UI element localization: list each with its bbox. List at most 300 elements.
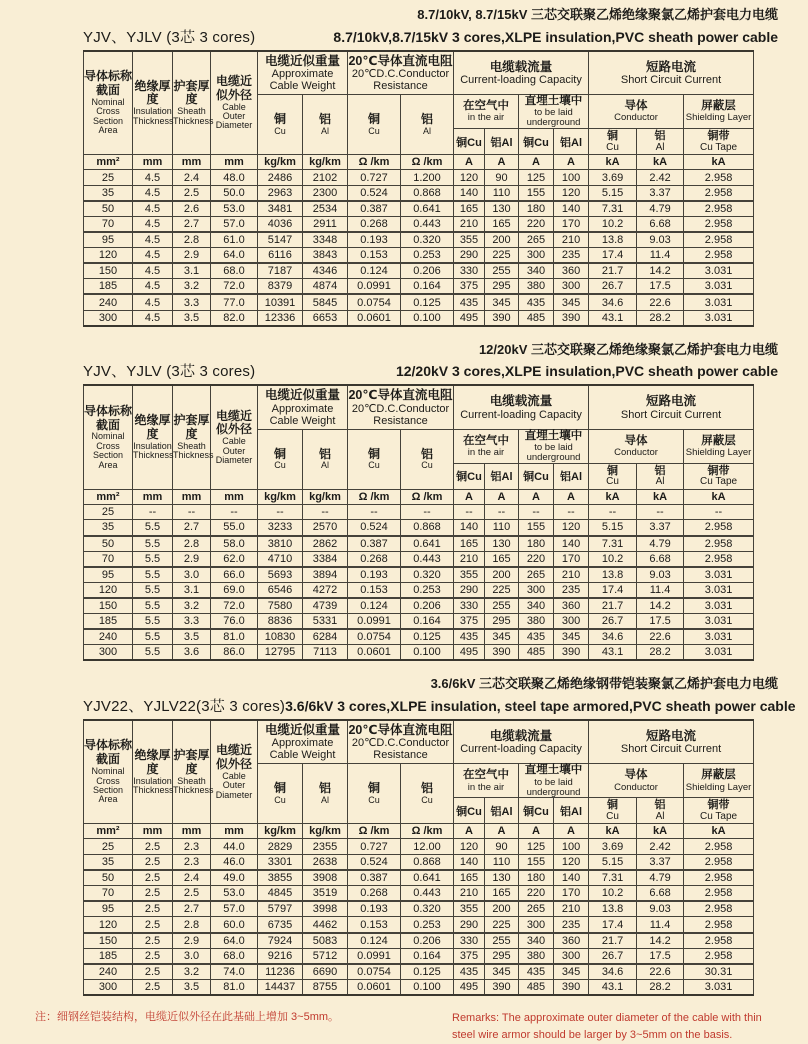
spec-cell: 0.206: [401, 933, 454, 949]
label-en: Al: [320, 125, 329, 136]
spec-row: [84, 598, 754, 614]
spec-cell: 30.31: [684, 964, 754, 980]
spec-cell: 180: [519, 870, 554, 886]
label-en: Shielding Layer: [685, 446, 752, 458]
header-row-units: [84, 489, 754, 504]
spec-cell: 225: [485, 917, 519, 933]
unit-cell: kA: [684, 824, 754, 839]
spec-cell: 0.320: [401, 901, 454, 917]
spec-cell: 35: [84, 185, 133, 201]
label-cn: 铜: [367, 781, 380, 796]
spec-cell: 0.320: [401, 567, 454, 583]
spec-cell: 210: [554, 232, 589, 248]
spec-cell: 6690: [303, 964, 348, 980]
spec-cell: 100: [554, 170, 589, 186]
spec-cell: --: [348, 504, 401, 520]
label-cn: 电缆近似重量: [264, 722, 340, 737]
header-diameter: [211, 720, 258, 824]
label-en: Cu Tape: [700, 141, 738, 153]
spec-cell: 210: [454, 886, 485, 902]
label-en: Al: [320, 460, 329, 471]
spec-cell: 290: [454, 917, 485, 933]
label-cn: 直埋土壤中: [524, 95, 583, 108]
unit-cell: mm²: [84, 824, 133, 839]
header-short-circuit-sub: [589, 129, 637, 155]
spec-cell: 86.0: [211, 645, 258, 661]
spec-cell: 0.124: [348, 598, 401, 614]
unit-cell: Ω /km: [401, 489, 454, 504]
spec-cell: --: [485, 504, 519, 520]
spec-cell: 2.5: [173, 886, 211, 902]
spec-cell: 2862: [303, 536, 348, 552]
header-weight-al: [303, 764, 348, 824]
header-capacity-sub: 铜Cu: [454, 463, 485, 489]
spec-cell: 0.0991: [348, 948, 401, 964]
spec-cell: 72.0: [211, 598, 258, 614]
label-en: Cu Tape: [700, 811, 738, 823]
header-resistance-cu: [348, 95, 401, 155]
spec-cell: 120: [554, 520, 589, 536]
label-en: Shielding Layer: [685, 781, 752, 793]
spec-cell: 340: [519, 933, 554, 949]
spec-cell: 100: [554, 839, 589, 855]
spec-cell: 165: [454, 870, 485, 886]
spec-row: [84, 248, 754, 264]
spec-row: [84, 645, 754, 661]
spec-cell: --: [684, 504, 754, 520]
spec-cell: 0.868: [401, 520, 454, 536]
label-cn: 电缆近似外径: [215, 408, 252, 437]
spec-cell: 0.153: [348, 917, 401, 933]
unit-cell: mm: [173, 824, 211, 839]
spec-cell: 185: [84, 279, 133, 295]
spec-cell: 5.15: [589, 855, 637, 871]
unit-cell: kg/km: [258, 824, 303, 839]
label-cn: 铜带: [707, 464, 730, 477]
label-cn: 短路电流: [646, 728, 697, 743]
label-cn: 铝: [654, 464, 666, 477]
label-cn: 护套厚度: [173, 78, 210, 107]
spec-cell: 3.6: [173, 645, 211, 661]
header-resistance-group: [348, 385, 454, 429]
spec-cell: 0.268: [348, 551, 401, 567]
header-weight-group: [258, 385, 348, 429]
header-underground: [519, 95, 589, 129]
spec-cell: 95: [84, 232, 133, 248]
spec-cell: 345: [485, 964, 519, 980]
spec-cell: 22.6: [637, 629, 684, 645]
spec-cell: 0.125: [401, 294, 454, 310]
spec-cell: 2.3: [173, 839, 211, 855]
spec-cell: 5.5: [133, 582, 173, 598]
unit-cell: mm: [211, 489, 258, 504]
label-cn: 短路电流: [646, 394, 697, 409]
label-en: in the air: [467, 112, 505, 124]
spec-row: [84, 964, 754, 980]
spec-cell: 150: [84, 263, 133, 279]
spec-cell: --: [519, 504, 554, 520]
spec-cell: 435: [519, 964, 554, 980]
spec-row: [84, 310, 754, 326]
spec-cell: 210: [554, 567, 589, 583]
section1-title-en: 8.7/10kV,8.7/15kV 3 cores,XLPE insulation,PVC sheath power cable: [333, 28, 778, 45]
spec-cell: 95: [84, 567, 133, 583]
spec-cell: 235: [554, 248, 589, 264]
spec-cell: 220: [519, 216, 554, 232]
spec-cell: 220: [519, 886, 554, 902]
unit-cell: kA: [589, 155, 637, 170]
spec-cell: 62.0: [211, 551, 258, 567]
spec-cell: 81.0: [211, 629, 258, 645]
spec-cell: 235: [554, 582, 589, 598]
label-cn: 铜: [607, 130, 619, 143]
unit-cell: A: [519, 824, 554, 839]
spec-cell: 43.1: [589, 310, 637, 326]
header-capacity-group: [454, 51, 589, 95]
label-cn: 铜: [367, 112, 380, 126]
spec-cell: 255: [485, 933, 519, 949]
spec-cell: 2.5: [173, 185, 211, 201]
spec-row: [84, 629, 754, 645]
label-en: Cable Outer Diameter: [215, 770, 253, 800]
spec-cell: 43.1: [589, 979, 637, 995]
spec-cell: 165: [485, 551, 519, 567]
spec-cell: 0.443: [401, 551, 454, 567]
header-resistance-al: [401, 764, 454, 824]
spec-cell: 70: [84, 886, 133, 902]
unit-cell: kA: [589, 824, 637, 839]
spec-cell: 0.0601: [348, 645, 401, 661]
spec-cell: 300: [84, 310, 133, 326]
spec-cell: 6546: [258, 582, 303, 598]
spec-cell: 0.0991: [348, 279, 401, 295]
table-body: [84, 839, 754, 995]
spec-cell: 3.5: [173, 979, 211, 995]
label-en: Short Circuit Current: [620, 743, 722, 756]
unit-cell: kA: [684, 155, 754, 170]
label-cn: 屏蔽层: [701, 434, 736, 447]
spec-cell: 170: [554, 551, 589, 567]
spec-cell: 495: [454, 979, 485, 995]
header-underground: [519, 764, 589, 798]
spec-cell: 265: [519, 901, 554, 917]
spec-cell: 2829: [258, 839, 303, 855]
spec-cell: 13.8: [589, 901, 637, 917]
spec-cell: 225: [485, 582, 519, 598]
label-en: Cu: [274, 125, 286, 136]
label-cn: 在空气中: [463, 769, 509, 782]
footer-note-cn: 注：细钢丝铠装结构，电缆近似外径在此基础上增加 3~5mm。: [35, 1010, 340, 1023]
header-resistance-cu: [348, 429, 401, 489]
spec-cell: 300: [554, 948, 589, 964]
spec-row: [84, 520, 754, 536]
label-en: 20℃D.C.Conductor Resistance: [351, 67, 450, 92]
spec-cell: 70: [84, 216, 133, 232]
spec-cell: 28.2: [637, 645, 684, 661]
unit-cell: mm: [173, 155, 211, 170]
spec-cell: 120: [454, 170, 485, 186]
unit-cell: A: [485, 489, 519, 504]
label-en: 20℃D.C.Conductor Resistance: [351, 737, 450, 762]
header-shielding-layer: [684, 95, 754, 129]
spec-cell: 25: [84, 839, 133, 855]
spec-cell: 0.0601: [348, 979, 401, 995]
spec-cell: 2.958: [684, 248, 754, 264]
spec-cell: 300: [519, 917, 554, 933]
label-cn: 屏蔽层: [701, 100, 736, 113]
label-cn: 铝: [654, 799, 666, 812]
spec-cell: 0.253: [401, 582, 454, 598]
spec-cell: 360: [554, 933, 589, 949]
spec-cell: 68.0: [211, 263, 258, 279]
spec-row: [84, 279, 754, 295]
label-cn: 铝: [420, 781, 433, 796]
spec-cell: 300: [554, 614, 589, 630]
label-cn: 铝: [318, 112, 331, 126]
spec-cell: 345: [485, 629, 519, 645]
spec-cell: 3.031: [684, 598, 754, 614]
spec-cell: 295: [485, 948, 519, 964]
label-cn: 铜带: [707, 130, 730, 143]
label-cn: 铜: [367, 446, 380, 461]
spec-row: [84, 870, 754, 886]
spec-cell: 155: [519, 185, 554, 201]
unit-cell: mm: [211, 155, 258, 170]
spec-cell: 9.03: [637, 567, 684, 583]
spec-cell: 0.125: [401, 629, 454, 645]
spec-row: [84, 933, 754, 949]
spec-cell: 2.42: [637, 839, 684, 855]
spec-cell: 28.2: [637, 979, 684, 995]
spec-cell: 0.0991: [348, 614, 401, 630]
spec-cell: 53.0: [211, 886, 258, 902]
spec-cell: 2.5: [133, 886, 173, 902]
spec-cell: 0.124: [348, 933, 401, 949]
footer-note-en: Remarks: The approximate outer diameter of the cable with thin steel wire armor should be larger by 3~5mm on the basis.: [452, 1011, 762, 1041]
spec-cell: 2.5: [133, 839, 173, 855]
label-cn: 电缆近似重量: [264, 388, 340, 403]
spec-cell: 3998: [303, 901, 348, 917]
spec-cell: 10.2: [589, 886, 637, 902]
header-in-air: [454, 764, 519, 798]
spec-cell: 375: [454, 948, 485, 964]
spec-cell: 3.1: [173, 263, 211, 279]
spec-cell: 2.958: [684, 948, 754, 964]
spec-cell: 360: [554, 263, 589, 279]
spec-cell: 170: [554, 216, 589, 232]
spec-cell: 2638: [303, 855, 348, 871]
label-en: Sheath Thickness: [173, 775, 214, 795]
spec-cell: 0.206: [401, 598, 454, 614]
spec-cell: 3519: [303, 886, 348, 902]
spec-cell: 13.8: [589, 232, 637, 248]
spec-cell: 17.4: [589, 917, 637, 933]
spec-cell: 50: [84, 536, 133, 552]
spec-cell: 0.164: [401, 948, 454, 964]
spec-cell: 76.0: [211, 614, 258, 630]
spec-cell: 69.0: [211, 582, 258, 598]
spec-cell: --: [258, 504, 303, 520]
spec-cell: 22.6: [637, 964, 684, 980]
spec-row: [84, 979, 754, 995]
spec-cell: 5712: [303, 948, 348, 964]
label-cn: 铝: [654, 130, 666, 143]
label-en: Nominal Cross Section Area: [91, 766, 125, 805]
spec-cell: 34.6: [589, 629, 637, 645]
spec-cell: 0.100: [401, 310, 454, 326]
spec-cell: 3.0: [173, 948, 211, 964]
spec-cell: 3.1: [173, 582, 211, 598]
label-en: to be laid underground: [526, 107, 581, 129]
spec-cell: 180: [519, 536, 554, 552]
label-en: Al: [422, 125, 431, 136]
spec-cell: 375: [454, 614, 485, 630]
spec-cell: 130: [485, 870, 519, 886]
spec-cell: 2355: [303, 839, 348, 855]
header-underground: [519, 429, 589, 463]
section2-title-row: [83, 360, 790, 381]
spec-cell: 50: [84, 870, 133, 886]
spec-cell: 330: [454, 263, 485, 279]
unit-cell: Ω /km: [401, 824, 454, 839]
spec-cell: 140: [554, 201, 589, 217]
spec-cell: 4.5: [133, 170, 173, 186]
label-en: Short Circuit Current: [620, 73, 722, 86]
spec-cell: 155: [519, 855, 554, 871]
spec-cell: 3.5: [173, 629, 211, 645]
header-row-groups: [84, 51, 754, 95]
spec-cell: 3.2: [173, 279, 211, 295]
spec-cell: 6.68: [637, 551, 684, 567]
spec-row: [84, 855, 754, 871]
spec-row: [84, 614, 754, 630]
spec-cell: 3481: [258, 201, 303, 217]
spec-cell: 5.5: [133, 551, 173, 567]
label-cn: 铝: [420, 446, 433, 461]
label-cn: 电缆近似外径: [215, 743, 252, 771]
section3-model-label: YJV22、YJLV22(3芯 3 cores): [83, 697, 286, 715]
header-capacity-sub: 铝Al: [485, 463, 519, 489]
spec-cell: 17.4: [589, 582, 637, 598]
spec-cell: 390: [554, 310, 589, 326]
header-sheath: [173, 51, 214, 155]
header-capacity-sub: 铜Cu: [519, 463, 554, 489]
label-en: Conductor: [614, 112, 658, 124]
spec-cell: 375: [454, 279, 485, 295]
spec-cell: 0.153: [348, 582, 401, 598]
section1-title-row: [83, 26, 790, 47]
header-capacity-sub: 铝Al: [554, 129, 589, 155]
spec-cell: 380: [519, 614, 554, 630]
spec-cell: 7.31: [589, 870, 637, 886]
spec-cell: 140: [454, 185, 485, 201]
header-conductor: [589, 764, 684, 798]
spec-cell: 14.2: [637, 263, 684, 279]
spec-cell: 5845: [303, 294, 348, 310]
spec-row: [84, 185, 754, 201]
spec-cell: 3.031: [684, 979, 754, 995]
spec-cell: 55.0: [211, 520, 258, 536]
spec-cell: 25: [84, 170, 133, 186]
unit-cell: kA: [637, 489, 684, 504]
spec-cell: 380: [519, 948, 554, 964]
spec-cell: 6116: [258, 248, 303, 264]
label-en: Cu: [421, 460, 433, 471]
spec-cell: 5.5: [133, 598, 173, 614]
spec-cell: --: [211, 504, 258, 520]
label-cn: 电缆载流量: [489, 728, 553, 743]
label-en: Cu: [368, 460, 380, 471]
spec-cell: 2.8: [173, 536, 211, 552]
spec-cell: 120: [84, 582, 133, 598]
spec-cell: 165: [454, 201, 485, 217]
spec-cell: 0.868: [401, 185, 454, 201]
spec-cell: 0.206: [401, 263, 454, 279]
spec-cell: 495: [454, 645, 485, 661]
spec-cell: 0.0601: [348, 310, 401, 326]
spec-cell: 265: [519, 232, 554, 248]
label-cn: 铝: [318, 781, 331, 796]
unit-cell: kA: [684, 489, 754, 504]
label-cn: 直埋土壤中: [524, 764, 583, 777]
spec-cell: 7.31: [589, 201, 637, 217]
header-capacity-group: [454, 720, 589, 764]
spec-cell: 3.3: [173, 614, 211, 630]
spec-cell: 90: [485, 170, 519, 186]
spec-cell: 2.958: [684, 933, 754, 949]
spec-row: [84, 582, 754, 598]
label-en: in the air: [467, 781, 505, 793]
spec-cell: 120: [454, 839, 485, 855]
label-en: Current-loading Capacity: [460, 743, 582, 756]
label-en: Cu: [606, 811, 619, 823]
spec-cell: 74.0: [211, 964, 258, 980]
table-section-1: [0, 0, 800, 327]
unit-cell: kA: [589, 489, 637, 504]
label-en: Conductor: [614, 781, 658, 793]
header-short-circuit-sub: [637, 129, 684, 155]
spec-cell: 2.8: [173, 232, 211, 248]
spec-cell: 150: [84, 933, 133, 949]
spec-table-1: [83, 50, 754, 327]
header-short-circuit-group: [589, 51, 754, 95]
header-capacity-group: [454, 385, 589, 429]
spec-cell: 4.5: [133, 201, 173, 217]
spec-cell: 0.0754: [348, 294, 401, 310]
spec-cell: 200: [485, 232, 519, 248]
label-cn: 导体: [624, 100, 648, 113]
spec-cell: 220: [519, 551, 554, 567]
label-en: Cu: [606, 476, 619, 488]
spec-cell: 4.79: [637, 536, 684, 552]
spec-cell: 225: [485, 248, 519, 264]
spec-row: [84, 504, 754, 520]
label-en: Cu: [368, 125, 380, 136]
label-cn: 铜: [273, 781, 286, 796]
spec-cell: 64.0: [211, 933, 258, 949]
spec-cell: 0.124: [348, 263, 401, 279]
spec-cell: 210: [454, 551, 485, 567]
spec-cell: 140: [454, 520, 485, 536]
spec-cell: 3.2: [173, 598, 211, 614]
spec-cell: 390: [554, 645, 589, 661]
label-cn: 电缆近似重量: [264, 53, 340, 68]
header-weight-al: [303, 95, 348, 155]
spec-cell: 340: [519, 598, 554, 614]
spec-cell: 300: [554, 279, 589, 295]
unit-cell: Ω /km: [401, 155, 454, 170]
label-cn: 绝缘厚度: [134, 78, 171, 107]
